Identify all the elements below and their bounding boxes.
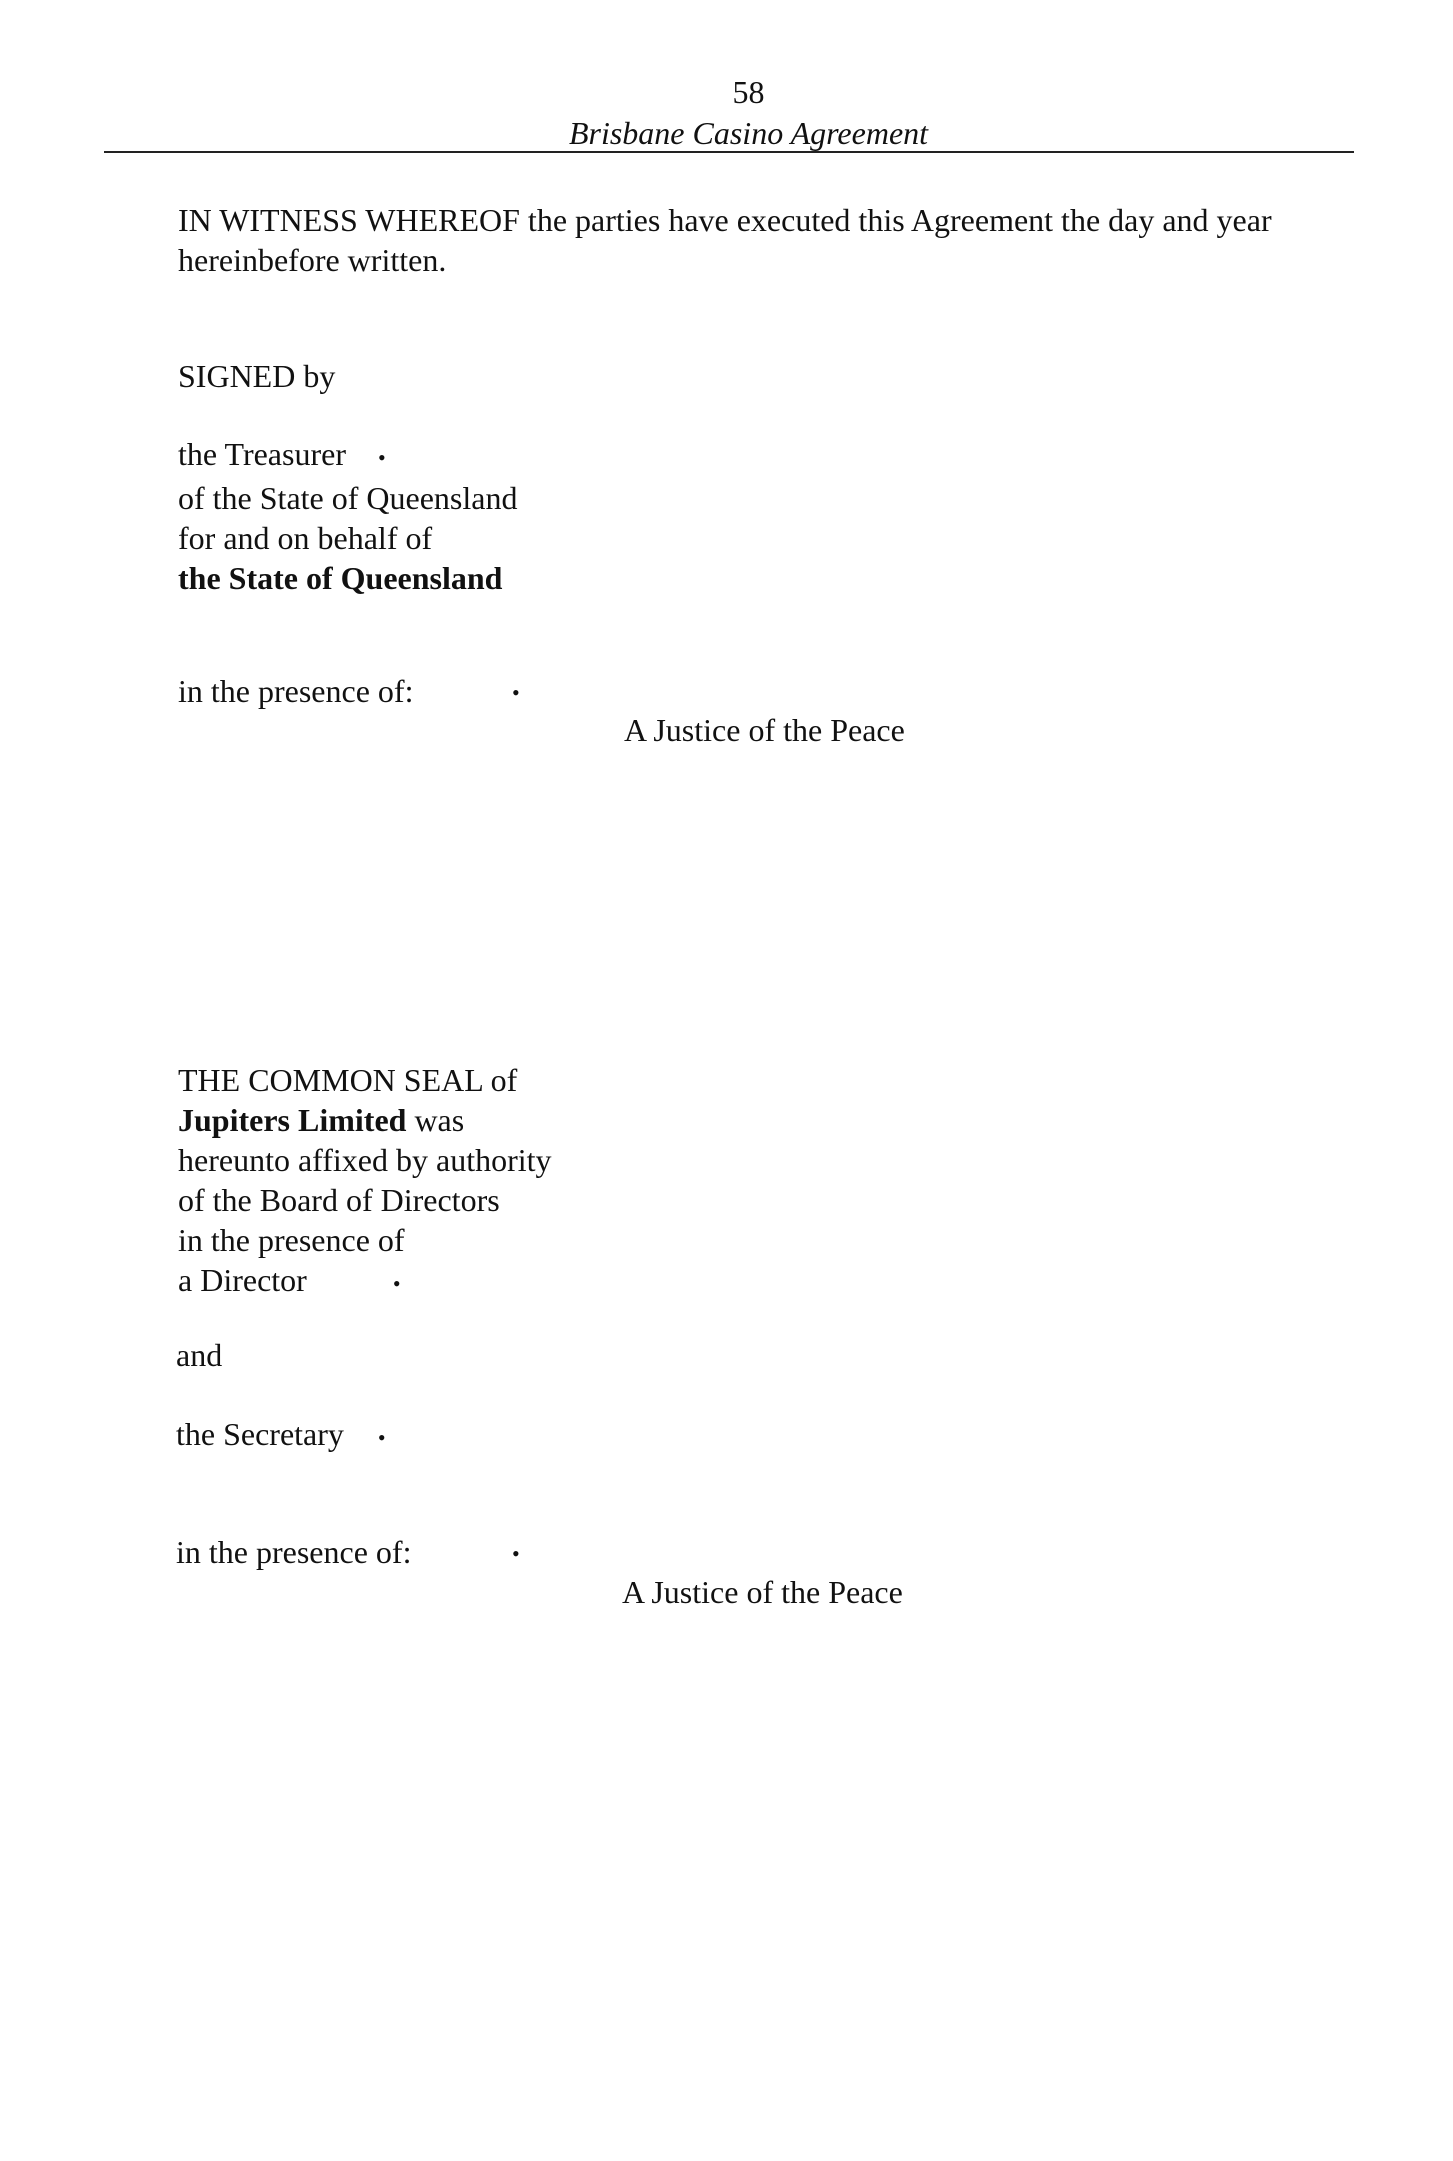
director-label: a Director <box>178 1262 307 1298</box>
seal-line-presence: in the presence of <box>178 1222 405 1258</box>
state-signatory-block <box>178 434 517 598</box>
signatory-line-treasurer <box>178 434 517 478</box>
company-suffix: was <box>406 1102 465 1138</box>
running-title: Brisbane Casino Agreement <box>568 115 929 151</box>
seal-line-board: of the Board of Directors <box>178 1182 500 1218</box>
justice-of-peace-company: A Justice of the Peace <box>622 1574 903 1610</box>
witness-clause: IN WITNESS WHEREOF the parties have executed this Agreement the day and year hereinbefore written. <box>178 202 1272 278</box>
signature-bullet: • <box>377 445 386 470</box>
party-name-state: the State of Queensland <box>178 560 503 596</box>
secretary-label: the Secretary <box>176 1416 344 1452</box>
signatory-line-state: of the State of Queensland <box>178 480 518 516</box>
secretary-line <box>176 1414 386 1458</box>
company-seal-block <box>178 1060 552 1304</box>
witness-bullet-state: • <box>512 680 520 705</box>
witness-bullet-company: • <box>512 1541 520 1566</box>
presence-label-company: in the presence of: <box>176 1534 412 1570</box>
company-line <box>178 1100 552 1140</box>
treasurer-label: the Treasurer <box>178 436 346 472</box>
and-label: and <box>176 1337 223 1373</box>
signed-by-label: SIGNED by <box>178 358 336 394</box>
justice-of-peace-state: A Justice of the Peace <box>624 712 905 748</box>
presence-label-state: in the presence of: <box>178 673 414 709</box>
secretary-bullet: • <box>377 1425 386 1450</box>
header-rule <box>104 151 1354 153</box>
director-line <box>178 1260 552 1304</box>
seal-line-authority: hereunto affixed by authority <box>178 1142 552 1178</box>
signatory-line-behalf: for and on behalf of <box>178 520 433 556</box>
company-name: Jupiters Limited <box>178 1102 407 1138</box>
page-number: 58 <box>732 74 765 110</box>
seal-line: THE COMMON SEAL of <box>178 1062 518 1098</box>
director-bullet: • <box>392 1271 401 1296</box>
